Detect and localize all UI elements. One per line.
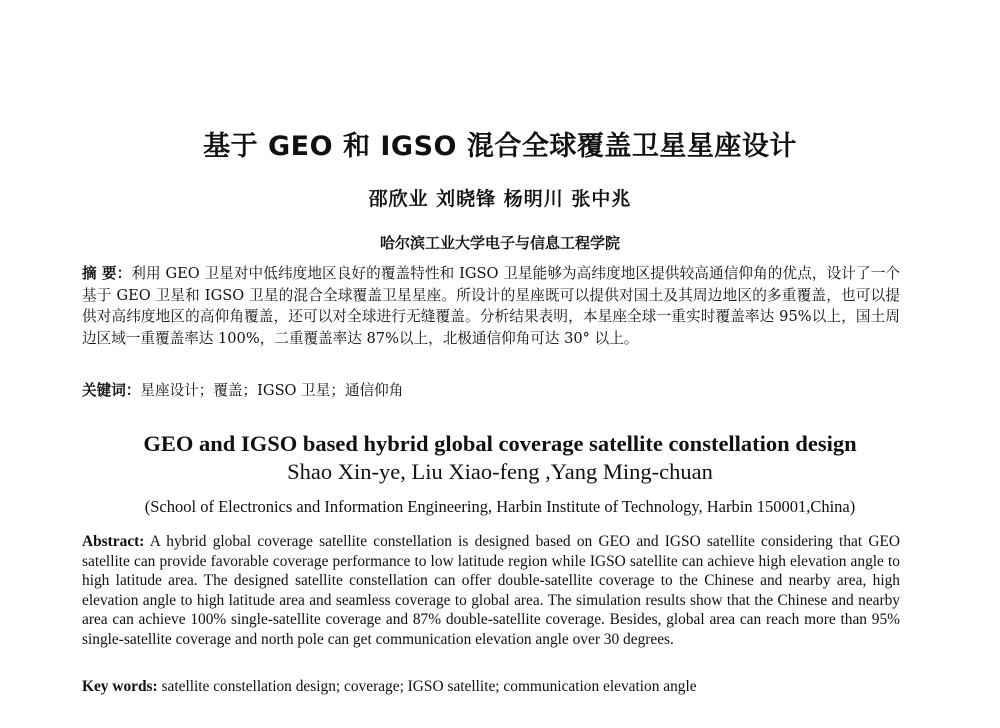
english-keywords	[82, 677, 900, 697]
chinese-authors: 邵欣业 刘晓锋 杨明川 张中兆	[368, 188, 632, 210]
english-abstract-label: Abstract:	[82, 533, 145, 550]
chinese-abstract	[82, 263, 900, 349]
chinese-abstract-label: 摘 要：	[82, 265, 132, 282]
english-affiliation: (School of Electronics and Information Engineering, Harbin Institute of Technology, Harbin 150001,China)	[144, 497, 856, 516]
english-title: GEO and IGSO based hybrid global coverage satellite constellation design	[143, 431, 857, 456]
chinese-keywords	[82, 380, 900, 401]
chinese-title: 基于 GEO 和 IGSO 混合全球覆盖卫星星座设计	[203, 131, 797, 162]
english-authors: Shao Xin-ye, Liu Xiao-feng ,Yang Ming-chuan	[287, 459, 713, 484]
chinese-abstract-text: 利用 GEO 卫星对中低纬度地区良好的覆盖特性和 IGSO 卫星能够为高纬度地区提供较高通信仰角的优点，设计了一个基于 GEO 卫星和 IGSO 卫星的混合全球覆盖卫星星座。所设计的星座既可以提供对国土及其周边地区的多重覆盖，也可以提供对高纬度地区的高仰角覆盖，还可以对全球进行无缝覆盖。分析结果表明，本星座全球一重实时覆盖率达 95%以上，国土周边区域一重覆盖率达 100%，二重覆盖率达 87%以上，北极通信仰角可达 30° 以上。	[82, 265, 900, 347]
chinese-affiliation: 哈尔滨工业大学电子与信息工程学院	[379, 234, 620, 252]
english-abstract-text: A hybrid global coverage satellite constellation is designed based on GEO and IGSO satellite considering that GEO satellite can provide favorable coverage performance to low latitude region while IGSO satellite can achieve high elevation angle to high latitude area. The designed satellite constellation can offer double-satellite coverage to the Chinese and nearby area, high elevation angle to high latitude area and seamless coverage to global area. The simulation results show that the Chinese and nearby area can achieve 100% single-satellite coverage and 87% double-satellite coverage. Besides, global area can reach more than 95% single-satellite coverage and north pole can get communication elevation angle over 30 degrees.	[82, 533, 900, 648]
english-keywords-label: Key words:	[82, 678, 158, 695]
english-keywords-text: satellite constellation design; coverage; IGSO satellite; communication elevation angle	[157, 678, 697, 695]
chinese-keywords-text: 星座设计；覆盖；IGSO 卫星；通信仰角	[140, 382, 404, 399]
english-abstract	[82, 532, 900, 650]
chinese-keywords-label: 关键词：	[82, 382, 141, 399]
